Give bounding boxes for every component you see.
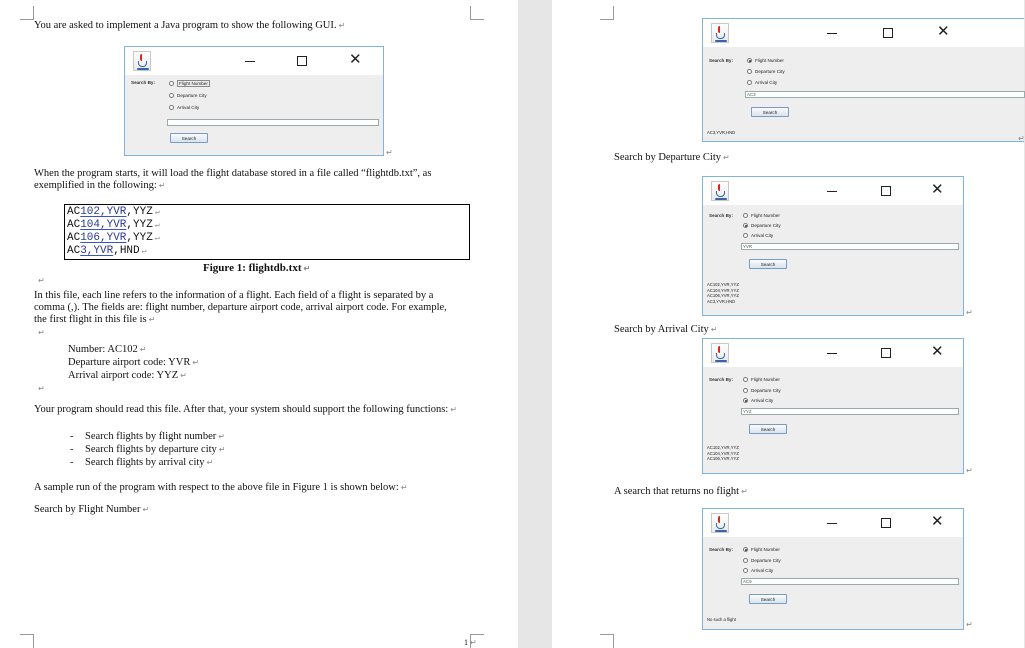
result-line: AC106,YVR,YYZ xyxy=(707,293,739,299)
radio-dot xyxy=(743,213,748,218)
result-line: AC3,YVR,HND xyxy=(707,130,736,135)
page-number: 1 ↵ xyxy=(464,638,477,647)
radio-arrival-city[interactable]: Arrival City xyxy=(747,80,777,85)
maximize-icon[interactable] xyxy=(883,28,893,38)
radio-dot xyxy=(743,223,748,228)
heading-search-flight-number: Search by Flight Number ↵ xyxy=(34,504,150,515)
crop-mark-top-left xyxy=(600,6,614,20)
window-body xyxy=(703,537,963,629)
heading-search-departure-city: Search by Departure City ↵ xyxy=(614,152,730,163)
search-by-label: Search By: xyxy=(709,213,734,218)
radio-dot xyxy=(747,58,752,63)
radio-dot xyxy=(743,568,748,573)
intro-paragraph: You are asked to implement a Java program to show the following GUI. ↵ xyxy=(34,20,346,31)
radio-flight-number[interactable]: Flight Number xyxy=(743,377,780,382)
radio-departure-city[interactable]: Departure City xyxy=(169,93,207,98)
radio-dot xyxy=(743,233,748,238)
window-title-bar xyxy=(703,19,1024,47)
java-cup-icon xyxy=(711,181,729,201)
minimize-icon[interactable] xyxy=(827,353,837,354)
paragraph-file-line-1: In this file, each line refers to the information of a flight. Each field of a flight is separated by a xyxy=(34,290,434,301)
radio-dot xyxy=(747,69,752,74)
result-line: AC104,YVR,YYZ xyxy=(707,287,739,293)
search-input[interactable]: AC3 xyxy=(745,91,1025,98)
paragraph-startup-line-1: When the program starts, it will load the flight database stored in a file called “flightdb.txt”, as xyxy=(34,168,432,179)
window-title-bar xyxy=(703,177,963,205)
list-item: - Search flights by flight number ↵ xyxy=(70,431,225,442)
result-line: AC3,YVR,HND xyxy=(707,298,736,304)
radio-flight-number[interactable]: Flight Number xyxy=(747,58,784,63)
result-line: AC102,YVR,YYZ xyxy=(707,445,739,450)
heading-no-flight: A search that returns no flight ↵ xyxy=(614,486,748,497)
java-cup-icon xyxy=(711,23,729,43)
search-button[interactable]: Search xyxy=(749,424,787,434)
paragraph-mark: ↵ xyxy=(966,620,973,629)
paragraph-mark: ↵ xyxy=(966,308,973,317)
results-area xyxy=(707,130,735,136)
paragraph-file-line-2: comma (,). The fields are: flight number, departure airport code, arrival airport code. For example, xyxy=(34,302,447,313)
radio-dot xyxy=(747,80,752,85)
functions-list xyxy=(70,430,226,469)
maximize-icon[interactable] xyxy=(881,186,891,196)
radio-dot xyxy=(743,558,748,563)
document-page-2 xyxy=(552,0,1024,648)
radio-departure-city[interactable]: Departure City xyxy=(743,558,781,563)
radio-arrival-city[interactable]: Arrival City xyxy=(743,568,773,573)
search-input[interactable]: AC9 xyxy=(741,578,959,585)
java-cup-icon xyxy=(711,343,729,363)
minimize-icon[interactable] xyxy=(827,523,837,524)
window-body xyxy=(703,205,963,315)
radio-flight-number[interactable]: Flight Number xyxy=(743,213,780,218)
radio-dot xyxy=(169,105,174,110)
list-item: - Search flights by departure city ↵ xyxy=(70,444,226,455)
heading-search-arrival-city: Search by Arrival City ↵ xyxy=(614,324,718,335)
paragraph-mark: ↵ xyxy=(386,148,393,157)
paragraph-sample-run: A sample run of the program with respect to the above file in Figure 1 is shown below: ↵ xyxy=(34,482,408,493)
paragraph-mark: ↵ xyxy=(966,466,973,475)
radio-dot xyxy=(743,388,748,393)
result-line: AC106,YVR,YYZ xyxy=(707,456,739,462)
flightdb-file-box xyxy=(64,204,470,260)
figure-caption: Figure 1: flightdb.txt ↵ xyxy=(203,262,311,274)
paragraph-file-line-3: the first flight in this file is ↵ xyxy=(34,314,156,325)
maximize-icon[interactable] xyxy=(881,348,891,358)
close-icon[interactable]: ✕ xyxy=(931,513,944,530)
radio-dot xyxy=(169,81,174,86)
window-title-bar xyxy=(703,339,963,367)
gui-window-departure-city xyxy=(702,176,964,316)
gui-window-flight-number xyxy=(702,18,1024,142)
gui-window-initial xyxy=(124,46,384,156)
result-line: AC104,YVR,YYZ xyxy=(707,450,739,456)
java-cup-icon xyxy=(133,51,151,71)
results-area xyxy=(707,282,739,304)
example-departure-code: Departure airport code: YVR ↵ xyxy=(68,357,200,368)
crop-mark-top-right xyxy=(470,6,484,20)
search-input[interactable]: YYZ xyxy=(741,408,959,415)
list-item: - Search flights by arrival city ↵ xyxy=(70,457,214,468)
paragraph-mark: ↵ xyxy=(38,384,45,393)
maximize-icon[interactable] xyxy=(881,518,891,528)
search-by-label: Search By: xyxy=(709,547,734,552)
paragraph-mark: ↵ xyxy=(1018,134,1025,143)
radio-dot xyxy=(743,398,748,403)
minimize-icon[interactable] xyxy=(827,33,837,34)
java-cup-icon xyxy=(711,513,729,533)
close-icon[interactable]: ✕ xyxy=(937,23,950,40)
radio-arrival-city[interactable]: Arrival City xyxy=(169,105,199,110)
radio-arrival-city[interactable]: Arrival City xyxy=(743,233,773,238)
search-by-label: Search By: xyxy=(709,377,734,382)
crop-mark-bottom-left xyxy=(600,634,614,648)
window-title-bar xyxy=(125,47,383,75)
paragraph-mark: ↵ xyxy=(38,276,45,285)
example-arrival-code: Arrival airport code: YYZ ↵ xyxy=(68,370,187,381)
crop-mark-top-left xyxy=(20,6,34,20)
gui-window-no-result xyxy=(702,508,964,630)
search-input[interactable] xyxy=(167,119,379,126)
search-button[interactable]: Search xyxy=(751,107,789,117)
radio-dot xyxy=(743,377,748,382)
results-area xyxy=(707,445,739,462)
paragraph-mark: ↵ xyxy=(38,328,45,337)
radio-dot xyxy=(169,93,174,98)
maximize-icon[interactable] xyxy=(297,56,307,66)
radio-flight-number[interactable]: Flight Number xyxy=(169,81,210,86)
radio-dot xyxy=(743,547,748,552)
close-icon[interactable]: ✕ xyxy=(931,181,944,198)
window-title-bar xyxy=(703,509,963,537)
file-line: AC102,YVR,YYZ ↵ xyxy=(67,206,160,218)
search-button[interactable]: Search xyxy=(170,133,208,143)
paragraph-startup-line-2: exemplified in the following: ↵ xyxy=(34,180,166,191)
result-line: No such a flight xyxy=(707,617,736,622)
radio-departure-city[interactable]: Departure City xyxy=(743,223,781,228)
radio-arrival-city[interactable]: Arrival City xyxy=(743,398,773,403)
file-line: AC3,YVR,HND ↵ xyxy=(67,245,147,257)
search-by-label: Search By: xyxy=(709,58,734,63)
search-by-label: Search By: xyxy=(131,80,156,85)
example-flight-number: Number: AC102 ↵ xyxy=(68,344,147,355)
result-line: AC102,YVR,YYZ xyxy=(707,282,739,287)
file-line: AC104,YVR,YYZ ↵ xyxy=(67,219,160,231)
minimize-icon[interactable] xyxy=(245,61,255,62)
search-input[interactable]: YVR xyxy=(741,243,959,250)
file-line: AC106,YVR,YYZ ↵ xyxy=(67,232,160,244)
search-button[interactable]: Search xyxy=(749,259,787,269)
paragraph-functions: Your program should read this file. After that, your system should support the following functions: ↵ xyxy=(34,404,457,415)
results-area xyxy=(707,617,736,623)
window-body xyxy=(125,75,383,155)
radio-flight-number[interactable]: Flight Number xyxy=(743,547,780,552)
close-icon[interactable]: ✕ xyxy=(931,343,944,360)
radio-departure-city[interactable]: Departure City xyxy=(743,388,781,393)
crop-mark-bottom-left xyxy=(20,634,34,648)
radio-departure-city[interactable]: Departure City xyxy=(747,69,785,74)
close-icon[interactable]: ✕ xyxy=(349,51,362,68)
gui-window-arrival-city xyxy=(702,338,964,474)
window-body xyxy=(703,47,1024,141)
window-body xyxy=(703,367,963,473)
search-button[interactable]: Search xyxy=(749,594,787,604)
minimize-icon[interactable] xyxy=(827,191,837,192)
